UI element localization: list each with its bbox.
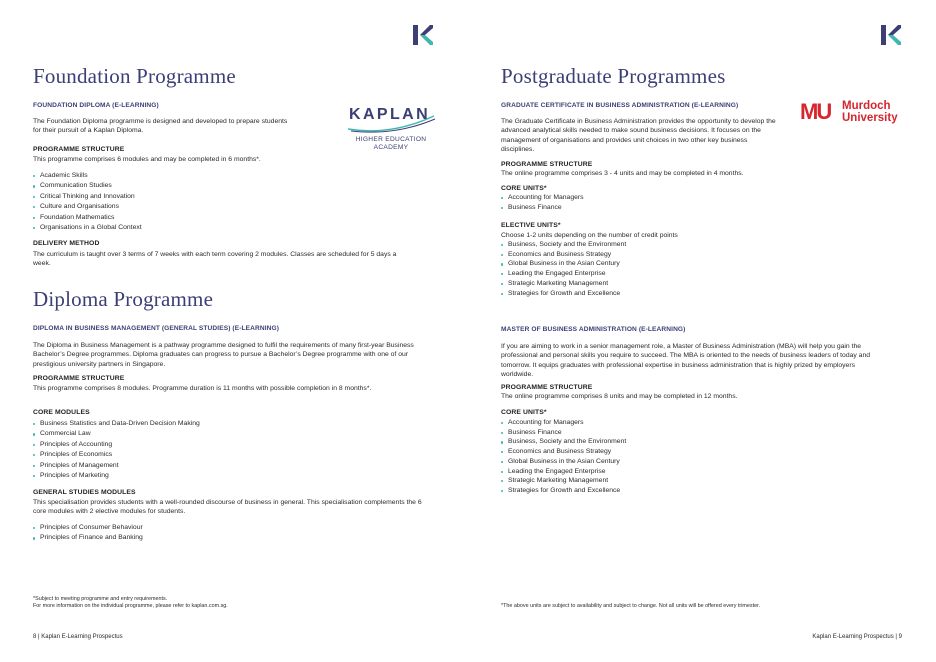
list-item: Critical Thinking and Innovation [33,192,142,202]
mba-intro: If you are aiming to work in a senior management role, a Master of Business Administration (MBA) will help you gain the professional and personal skills you require to succeed. The MBA is oriented to the needs of business leaders of today and tomorrow. It equips graduates with professional expertise in business administration that is highly prized by employers worldwide. [501,343,871,379]
general-studies-text: This specialisation provides students with a well-rounded discourse of business in general. This specialisation complements the 6 core modules with 2 elective modules for students. [33,499,422,516]
list-item: Economics and Business Strategy [501,447,626,457]
murdoch-line2: University [842,111,898,124]
foundation-structure-label: PROGRAMME STRUCTURE [33,146,125,153]
gcba-core-label: CORE UNITS* [501,185,547,192]
list-item: Foundation Mathematics [33,213,142,223]
delivery-label: DELIVERY METHOD [33,240,100,247]
diploma-subtitle: DIPLOMA IN BUSINESS MANAGEMENT (GENERAL STUDIES) (E-LEARNING) [33,325,280,332]
general-module-list [33,523,143,544]
murdoch-university-logo [800,99,910,129]
left-page-footer: 8 | Kaplan E-Learning Prospectus [33,634,123,640]
gcba-structure-text: The online programme comprises 3 - 4 units and may be completed in 4 months. [501,170,744,177]
diploma-intro: The Diploma in Business Management is a pathway programme designed to fulfil the requirements of many first-year Business Bachelor’s Degree programmes. Diploma graduates can progress to pursue a Bachelor’s Degree programme with one of our prestigious university partners in Singapore. [33,342,414,368]
kaplan-k-icon [412,24,434,46]
core-module-list [33,419,200,481]
list-item: Commercial Law [33,429,200,439]
list-item: Principles of Accounting [33,440,200,450]
postgraduate-title: Postgraduate Programmes [501,64,726,88]
mba-structure-label: PROGRAMME STRUCTURE [501,384,593,391]
list-item: Leading the Engaged Enterprise [501,269,626,279]
diploma-title: Diploma Programme [33,287,214,311]
gcba-elective-list [501,240,626,298]
kaplan-k-icon [880,24,902,46]
footnote-line: For more information on the individual programme, please refer to kaplan.com.sg. [33,603,228,610]
list-item: Business Finance [501,428,626,438]
delivery-text: The curriculum is taught over 3 terms of 7 weeks with each term covering 2 modules. Classes are scheduled for 5 days a week. [33,251,397,268]
general-studies-label: GENERAL STUDIES MODULES [33,489,136,496]
list-item: Principles of Management [33,461,200,471]
list-item: Business, Society and the Environment [501,437,626,447]
list-item: Principles of Finance and Banking [33,533,143,543]
foundation-intro: The Foundation Diploma programme is designed and developed to prepare students for their pursuit of a Kaplan Diploma. [33,118,288,135]
foundation-structure-text: This programme comprises 6 modules and may be completed in 6 months*. [33,156,261,163]
list-item: Strategic Marketing Management [501,476,626,486]
murdoch-line1: Murdoch [842,100,891,112]
kaplan-logo-sub-line1: HIGHER EDUCATION [355,136,427,143]
mba-subtitle: MASTER OF BUSINESS ADMINISTRATION (E-LEARNING) [501,326,686,333]
list-item: Culture and Organisations [33,202,142,212]
murdoch-mu-mark: MU [800,99,831,124]
kaplan-logo-sub-line2: ACADEMY [373,143,409,151]
list-item: Principles of Consumer Behaviour [33,523,143,533]
footnote-line: *Subject to meeting programme and entry requirements. [33,596,168,602]
list-item: Leading the Engaged Enterprise [501,467,626,477]
kaplan-higher-education-logo [345,102,437,154]
core-modules-label: CORE MODULES [33,409,90,416]
list-item: Principles of Economics [33,450,200,460]
gcba-structure-label: PROGRAMME STRUCTURE [501,161,593,168]
gcba-core-list [501,193,584,212]
list-item: Accounting for Managers [501,193,584,203]
list-item: Global Business in the Asian Century [501,259,626,269]
diploma-structure-label: PROGRAMME STRUCTURE [33,375,125,382]
list-item: Principles of Marketing [33,471,200,481]
gcba-subtitle: GRADUATE CERTIFICATE IN BUSINESS ADMINISTRATION (E-LEARNING) [501,102,739,109]
list-item: Organisations in a Global Context [33,223,142,233]
list-item: Business Statistics and Data-Driven Decision Making [33,419,200,429]
list-item: Accounting for Managers [501,418,626,428]
gcba-intro: The Graduate Certificate in Business Administration provides the opportunity to develop the advanced analytical skills needed to make sound business decisions. It focuses on the management of organisations and provides unit choices in two other key business disciplines. [501,118,776,154]
mba-core-label: CORE UNITS* [501,409,547,416]
list-item: Business, Society and the Environment [501,240,626,250]
list-item: Strategies for Growth and Excellence [501,289,626,299]
list-item: Academic Skills [33,171,142,181]
gcba-elective-label: ELECTIVE UNITS* [501,222,561,229]
list-item: Business Finance [501,203,584,213]
diploma-structure-text: This programme comprises 8 modules. Programme duration is 11 months with possible completion in 8 months*. [33,385,372,392]
foundation-subtitle: FOUNDATION DIPLOMA (E-LEARNING) [33,102,159,109]
list-item: Communication Studies [33,181,142,191]
mba-structure-text: The online programme comprises 8 units and may be completed in 12 months. [501,393,738,400]
kaplan-logo-subtitle [345,136,437,151]
foundation-module-list [33,171,142,233]
list-item: Global Business in the Asian Century [501,457,626,467]
left-footnote [33,596,433,611]
list-item: Strategies for Growth and Excellence [501,486,626,496]
mba-core-list [501,418,626,496]
right-footnote: *The above units are subject to availability and subject to change. Not all units will be offered every trimester. [501,603,761,609]
gcba-elective-text: Choose 1-2 units depending on the number of credit points [501,232,678,239]
foundation-title: Foundation Programme [33,64,236,88]
right-page-footer: Kaplan E-Learning Prospectus | 9 [812,634,902,640]
murdoch-wordmark [842,101,898,124]
list-item: Strategic Marketing Management [501,279,626,289]
kaplan-wordmark: KAPLAN [349,106,431,123]
list-item: Economics and Business Strategy [501,250,626,260]
